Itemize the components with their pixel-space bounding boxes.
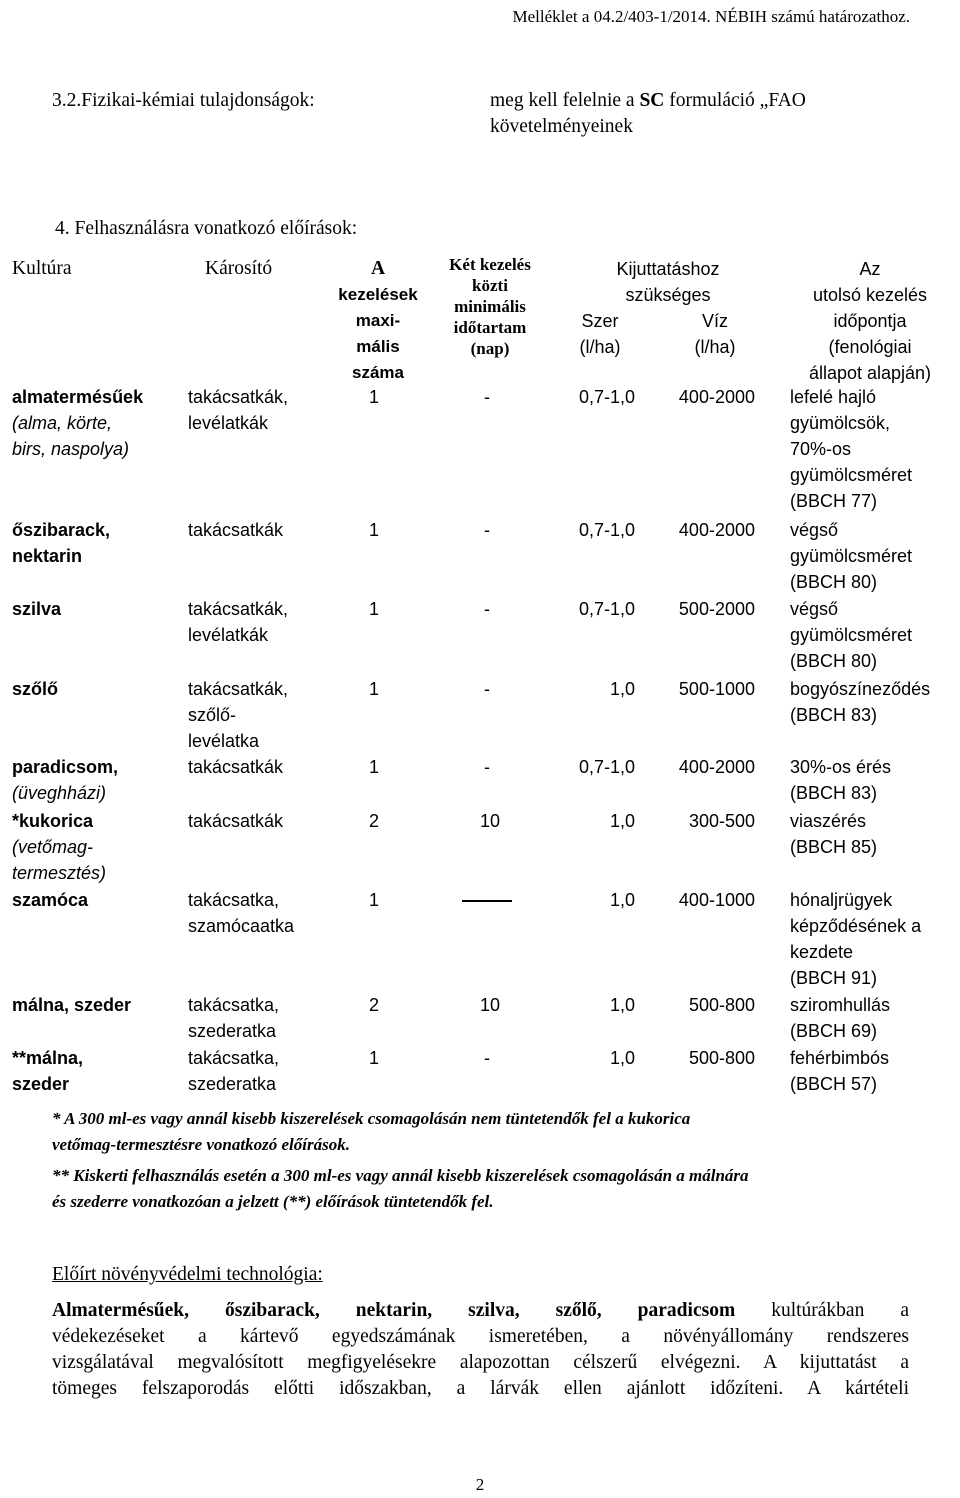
- row-last-treatment: lefelé hajló: [790, 387, 877, 407]
- row-interval: 10: [480, 995, 501, 1015]
- row-last-treatment: (BBCH 77): [790, 491, 878, 511]
- row-interval: -: [484, 1048, 490, 1068]
- row-viz: 400-2000: [678, 757, 755, 777]
- row-last-treatment: (BBCH 69): [790, 1021, 878, 1041]
- row-szer: 0,7-1,0: [578, 520, 635, 540]
- row-pest: takácsatka,: [188, 995, 280, 1015]
- row-last-treatment: (BBCH 91): [790, 968, 878, 988]
- row-viz: 300-500: [688, 811, 755, 831]
- header-ido-line: minimális: [454, 297, 526, 316]
- row-last-treatment: gyümölcsméret: [790, 465, 913, 485]
- row-culture: szilva: [12, 599, 62, 619]
- row-last-treatment: (BBCH 80): [790, 651, 878, 671]
- page-number: 2: [475, 1475, 485, 1494]
- row-szer: 1,0: [609, 679, 635, 699]
- row-last-treatment: (BBCH 85): [790, 837, 878, 857]
- row-culture: szőlő: [12, 679, 59, 699]
- value-prefix: meg kell felelnie a: [490, 90, 640, 111]
- technology-line: tömeges felszaporodás előtti időszakban, a lárvák ellen ajánlott időzíteni. A kártételi: [52, 1378, 909, 1399]
- row-interval: 10: [480, 811, 501, 831]
- row-culture: málna, szeder: [12, 995, 132, 1015]
- row-szer: 1,0: [609, 1048, 635, 1068]
- row-culture: nektarin: [12, 546, 83, 566]
- row-last-treatment: (BBCH 83): [790, 705, 878, 725]
- header-ido-line: közti: [472, 276, 508, 295]
- note-line: ** Kiskerti felhasználás esetén a 300 ml-es vagy annál kisebb kiszerelések csomagolásán a málnára: [52, 1166, 749, 1185]
- row-pest: takácsatka,: [188, 890, 280, 910]
- header-utolso: [790, 256, 950, 386]
- row-max: 1: [369, 890, 380, 910]
- value-suffix: formuláció „FAO: [664, 90, 806, 111]
- row-culture: szamóca: [12, 890, 89, 910]
- row-pest: levélatkák: [188, 413, 269, 433]
- row-max: 1: [369, 520, 380, 540]
- header-ido-line: Két kezelés: [449, 255, 531, 274]
- row-last-treatment: végső: [790, 520, 839, 540]
- row-last-treatment: gyümölcsméret: [790, 546, 913, 566]
- row-last-treatment: 30%-os érés: [790, 757, 892, 777]
- technology-bold: Almatermésűek, őszibarack, nektarin, szilva, szőlő, paradicsom: [52, 1300, 736, 1321]
- value-line2: követelményeinek: [490, 116, 633, 137]
- note-line: * A 300 ml-es vagy annál kisebb kiszerelések csomagolásán nem tüntetendők fel a kukorica: [52, 1109, 691, 1128]
- row-last-treatment: fehérbimbós: [790, 1048, 890, 1068]
- header-karosito: Károsító: [205, 258, 273, 279]
- row-last-treatment: bogyószíneződés: [790, 679, 931, 699]
- header-max: [318, 256, 438, 386]
- row-culture-detail: termesztés): [12, 863, 107, 883]
- row-culture: paradicsom,: [12, 757, 119, 777]
- row-pest: levélatkák: [188, 625, 269, 645]
- row-last-treatment: 70%-os: [790, 439, 852, 459]
- row-pest: szőlő-: [188, 705, 237, 725]
- row-pest: takácsatkák: [188, 811, 284, 831]
- row-culture-detail: (vetőmag-: [12, 837, 94, 857]
- header-szer-line: (l/ha): [579, 337, 621, 357]
- row-interval: -: [484, 387, 490, 407]
- row-last-treatment: (BBCH 80): [790, 572, 878, 592]
- row-culture: almatermésűek: [12, 387, 144, 407]
- row-pest: takácsatkák,: [188, 387, 289, 407]
- header-ido: [425, 254, 555, 359]
- header-utolso-line: (fenológiai: [828, 337, 912, 357]
- header-utolso-line: Az: [859, 259, 881, 279]
- row-szer: 1,0: [609, 995, 635, 1015]
- row-max: 1: [369, 599, 380, 619]
- technology-line: védekezéseket a kártevő egyedszámának ismeretében, a növényállomány rendszeres: [52, 1326, 909, 1347]
- note-line: vetőmag-termesztésre vonatkozó előírások.: [52, 1135, 350, 1154]
- header-ido-line: (nap): [470, 339, 510, 358]
- header-max-line: kezelések: [338, 285, 418, 304]
- row-max: 1: [369, 1048, 380, 1068]
- technology-line1-rest: kultúrákban a: [735, 1300, 909, 1321]
- row-max: 2: [369, 811, 380, 831]
- technology-line: vizsgálatával megvalósított megfigyelésekre alapozottan célszerű elvégezni. A kijuttatást a: [52, 1352, 909, 1373]
- row-max: 2: [369, 995, 380, 1015]
- header-viz-line: (l/ha): [694, 337, 736, 357]
- row-szer: 0,7-1,0: [578, 757, 635, 777]
- header-kijuttatas: [568, 256, 768, 308]
- row-last-treatment: viaszérés: [790, 811, 867, 831]
- row-last-treatment: végső: [790, 599, 839, 619]
- row-viz: 400-1000: [678, 890, 755, 910]
- row-last-treatment: (BBCH 57): [790, 1074, 878, 1094]
- row-viz: 500-800: [688, 995, 755, 1015]
- document-header: Melléklet a 04.2/403-1/2014. NÉBIH számú határozathoz.: [512, 7, 910, 26]
- row-viz: 500-1000: [678, 679, 755, 699]
- row-last-treatment: gyümölcsméret: [790, 625, 913, 645]
- row-pest: szamócaatka: [188, 916, 295, 936]
- row-interval: -: [484, 599, 490, 619]
- value-bold: SC: [639, 90, 665, 111]
- row-pest: takácsatka,: [188, 1048, 280, 1068]
- row-pest: takácsatkák: [188, 520, 284, 540]
- row-last-treatment: sziromhullás: [790, 995, 891, 1015]
- row-interval: -: [484, 520, 490, 540]
- row-pest: szederatka: [188, 1074, 277, 1094]
- section-3-2-value: [490, 88, 806, 140]
- header-ido-line: időtartam: [453, 318, 527, 337]
- header-utolso-line: utolsó kezelés: [812, 285, 928, 305]
- row-viz: 400-2000: [678, 387, 755, 407]
- header-utolso-line: időpontja: [833, 311, 907, 331]
- row-interval: [462, 887, 480, 913]
- row-viz: 500-800: [688, 1048, 755, 1068]
- header-max-line: maxi-: [355, 311, 401, 330]
- row-pest: takácsatkák,: [188, 679, 289, 699]
- row-pest: szederatka: [188, 1021, 277, 1041]
- row-culture: őszibarack,: [12, 520, 111, 540]
- row-interval: -: [484, 679, 490, 699]
- row-pest: takácsatkák: [188, 757, 284, 777]
- row-culture: *kukorica: [12, 811, 94, 831]
- row-last-treatment: gyümölcsök,: [790, 413, 891, 433]
- header-viz: [675, 308, 755, 360]
- header-max-line: A: [370, 258, 386, 279]
- header-viz-line: Víz: [701, 311, 728, 331]
- section-3-2-label: 3.2.Fizikai-kémiai tulajdonságok:: [52, 90, 315, 111]
- row-last-treatment: (BBCH 83): [790, 783, 878, 803]
- note-line: és szederre vonatkozóan a jelzett (**) előírások tüntetendők fel.: [52, 1192, 494, 1211]
- row-max: 1: [369, 679, 380, 699]
- row-interval: -: [484, 757, 490, 777]
- row-culture-detail: (alma, körte,: [12, 413, 113, 433]
- row-pest: levélatka: [188, 731, 260, 751]
- row-max: 1: [369, 387, 380, 407]
- row-last-treatment: kezdete: [790, 942, 854, 962]
- row-culture-detail: (üveghházi): [12, 783, 107, 803]
- header-szer-line: Szer: [581, 311, 619, 331]
- header-max-line: mális: [356, 337, 400, 356]
- section-4-title: 4. Felhasználásra vonatkozó előírások:: [55, 218, 358, 239]
- row-szer: 0,7-1,0: [578, 387, 635, 407]
- row-szer: 0,7-1,0: [578, 599, 635, 619]
- row-viz: 400-2000: [678, 520, 755, 540]
- header-kijut-line: Kijuttatáshoz: [616, 259, 720, 279]
- row-culture-detail: birs, naspolya): [12, 439, 130, 459]
- header-szer: [560, 308, 640, 360]
- row-max: 1: [369, 757, 380, 777]
- row-szer: 1,0: [609, 811, 635, 831]
- header-kijut-line: szükséges: [625, 285, 711, 305]
- row-szer: 1,0: [609, 890, 635, 910]
- row-viz: 500-2000: [678, 599, 755, 619]
- row-culture: szeder: [12, 1074, 70, 1094]
- row-last-treatment: hónaljrügyek: [790, 890, 893, 910]
- row-culture: **málna,: [12, 1048, 84, 1068]
- header-utolso-line: állapot alapján): [808, 363, 932, 383]
- header-max-line: száma: [352, 363, 404, 382]
- row-last-treatment: képződésének a: [790, 916, 922, 936]
- technology-line: [52, 1298, 909, 1324]
- technology-title: Előírt növényvédelmi technológia:: [52, 1264, 323, 1285]
- row-pest: takácsatkák,: [188, 599, 289, 619]
- header-kultura: Kultúra: [12, 258, 72, 279]
